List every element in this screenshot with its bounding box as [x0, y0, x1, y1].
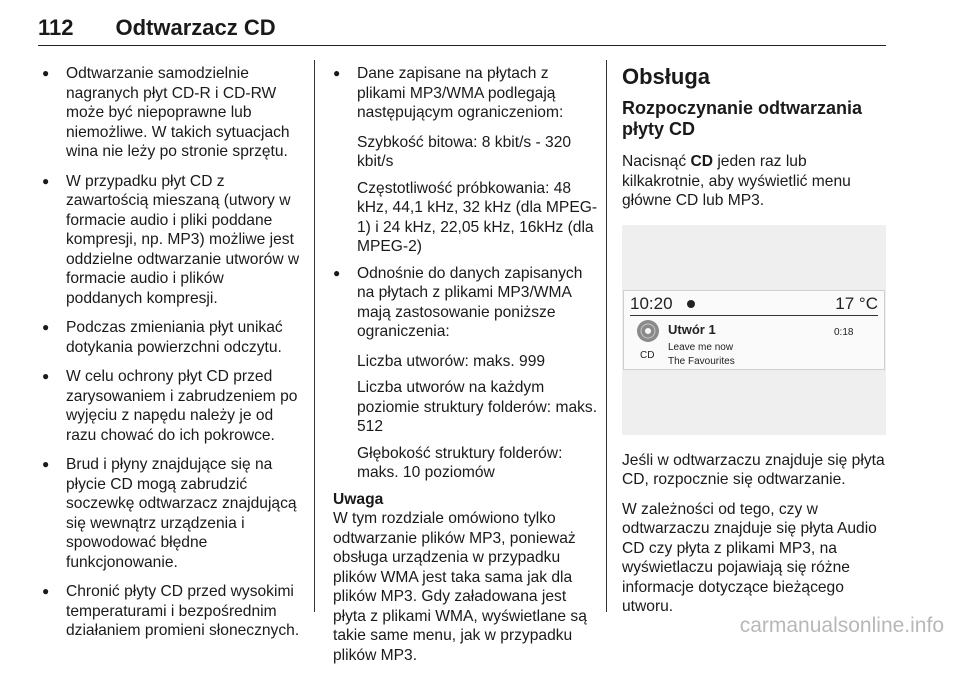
elapsed-time: 0:18: [834, 326, 854, 338]
track-title: Utwór 1: [668, 321, 716, 337]
status-dot-icon: [687, 300, 695, 308]
column-divider-2: [606, 60, 607, 612]
page-header: [38, 6, 886, 46]
intro-paragraph: [622, 152, 892, 211]
bullet-item: ● Odtwarzanie samodzielnie nagranych płyt CD-R i CD-RW może być niepoprawne lub niemożliwe. W takich sytuacjach wina nie leży po stronie sprzętu.: [42, 64, 302, 162]
cd-key-label: CD: [690, 153, 713, 170]
radio-display: [623, 290, 885, 370]
paragraph: Jeśli w odtwarzaczu znajduje się płyta CD, rozpocznie się odtwarzanie.: [622, 451, 885, 488]
bullet-item: ● Odnośnie do danych zapisanych na płytach z plikami MP3/WMA mają zastosowanie poniższe ograniczenia:: [333, 264, 598, 342]
note-heading: Uwaga: [333, 490, 384, 508]
bullet-item: ● Brud i płyny znajdujące się na płycie CD mogą zabrudzić soczewkę odtwarzacz znajdującą się wewnątrz urządzenia i spowodować błędne funkcjonowanie.: [42, 455, 302, 572]
note-text: W tym rozdziale omówiono tylko odtwarzanie plików MP3, ponieważ obsługa urządzenia w przypadku plików WMA jest taka sama jak dla plików MP3. Gdy załadowana jest płyta z plikami WMA, wyświetlane są takie same menu, jak w przypadku plików MP3.: [333, 510, 587, 664]
bullet-item: ● Podczas zmieniania płyt unikać dotykania powierzchni odczytu.: [42, 318, 302, 357]
page-number: 112: [38, 15, 74, 40]
bullet-item: ● W przypadku płyt CD z zawartością mieszaną (utwory w formacie audio i pliki poddane kompresji, np. MP3) możliwe jest oddzielne odtwarzanie utworów w formacie audio i plików poddanych kompresji.: [42, 172, 302, 309]
sub-item: Szybkość bitowa: 8 kbit/s - 320 kbit/s: [357, 133, 572, 170]
sub-item: Częstotliwość próbkowania: 48 kHz, 44,1 kHz, 32 kHz (dla MPEG-1) i 24 kHz, 22,05 kHz, 16kHz (dla MPEG-2): [357, 179, 598, 255]
chapter-title: Odtwarzacz CD: [115, 15, 276, 40]
column-middle: [333, 64, 598, 675]
column-left: [42, 64, 302, 651]
paragraph: W zależności od tego, czy w odtwarzaczu znajduje się płyta Audio CD czy płyta z plikami MP3, na wyświetlaczu pojawiają się różne informacje dotyczące bieżącego utworu.: [622, 500, 877, 615]
intro-text-pre: Nacisnąć: [622, 153, 691, 170]
sub-item: Liczba utworów na każdym poziomie struktury folderów: maks. 512: [357, 379, 598, 435]
song-title: Leave me now: [668, 341, 734, 353]
subsection-title: Rozpoczynanie odtwarzania płyty CD: [622, 98, 863, 139]
intro-text-post: jeden raz lub kilkakrotnie, aby wyświetlić menu główne CD lub MP3.: [622, 153, 851, 209]
bullet-item: ● Dane zapisane na płytach z plikami MP3/WMA podlegają następującym ograniczeniom:: [333, 64, 598, 123]
disc-icon: [636, 319, 660, 343]
section-title: Obsługa: [622, 64, 711, 89]
artist-name: The Favourites: [668, 355, 735, 367]
display-status-bar: [630, 293, 878, 316]
bullet-item: ● Chronić płyty CD przed wysokimi temperaturami i bezpośrednim działaniem promieni słonecznych.: [42, 582, 302, 641]
temperature: 17 °C: [835, 293, 878, 313]
display-illustration: [622, 225, 886, 435]
watermark: carmanualsonline.info: [739, 614, 944, 637]
bullet-item: ● W celu ochrony płyt CD przed zarysowaniem i zabrudzeniem po wyjęciu z napędu należy je od razu chować do ich pokrowce.: [42, 367, 302, 445]
source-label: CD: [640, 349, 655, 361]
clock: 10:20: [630, 293, 673, 313]
sub-item: Głębokość struktury folderów: maks. 10 poziomów: [357, 444, 563, 481]
column-divider-1: [314, 60, 315, 612]
column-right: [622, 64, 892, 627]
sub-item: Liczba utworów: maks. 999: [357, 352, 546, 370]
